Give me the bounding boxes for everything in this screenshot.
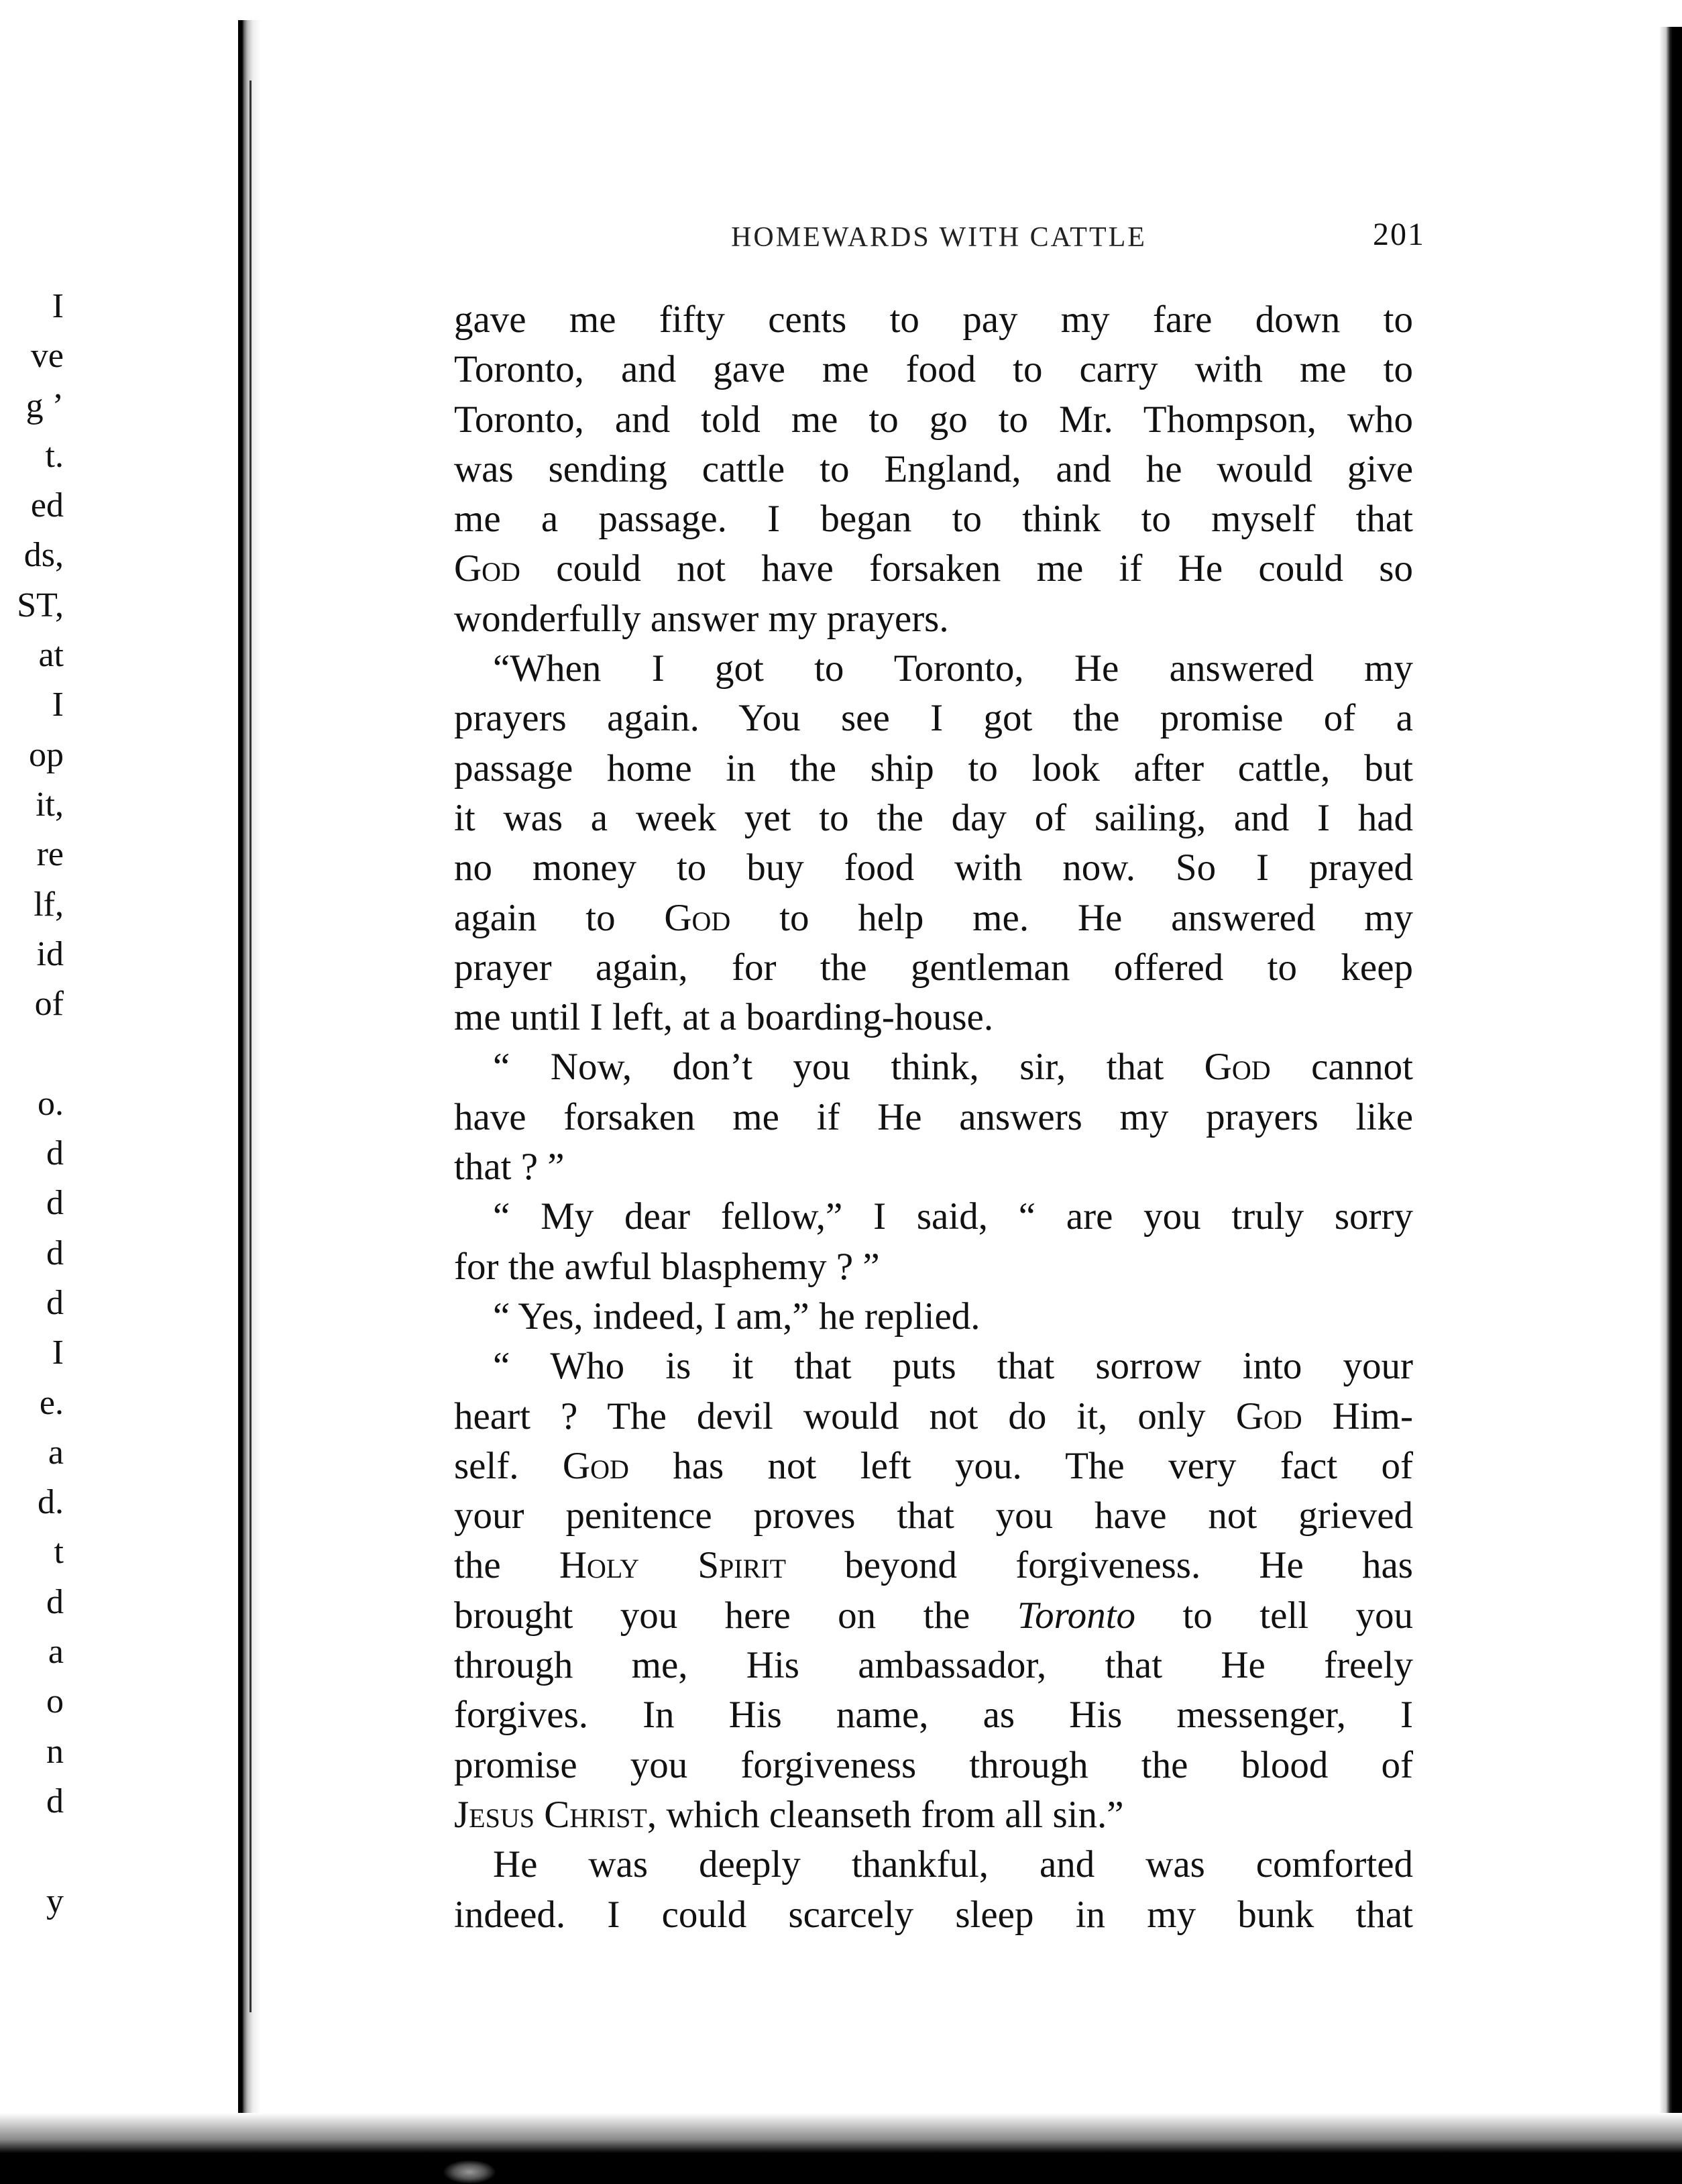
text-run: no money to buy food with now. So I prayed (454, 847, 1413, 889)
left-page-fragment: t (54, 1533, 64, 1572)
text-line (454, 345, 1413, 394)
left-page-fragment: d (46, 1283, 64, 1322)
text-run: forgives. In His name, as His messenger, I (454, 1694, 1413, 1737)
text-line (454, 1042, 1413, 1092)
book-gutter-line (249, 80, 251, 2012)
left-page-fragment: d. (38, 1483, 64, 1522)
left-page-fragment: o. (38, 1084, 64, 1123)
text-run: indeed. I could scarcely sleep in my bunk that (454, 1893, 1413, 1936)
text-run: have forsaken me if He answers my prayers like (454, 1095, 1413, 1138)
left-page-fragment: I (52, 1333, 64, 1372)
left-page-fragment: d (46, 1234, 64, 1272)
left-page-fragment: I (52, 287, 64, 325)
text-line (454, 445, 1413, 494)
text-line (454, 1840, 1413, 1890)
text-line (454, 644, 1413, 694)
left-page-fragment: d (46, 1134, 64, 1173)
text-line (454, 594, 1413, 644)
text-run: He was deeply thankful, and was comforted (493, 1843, 1413, 1886)
text-run: prayers again. You see I got the promise of a (454, 697, 1413, 740)
text-run: has not left you. The very fact of (628, 1444, 1413, 1487)
text-run: “When I got to Toronto, He answered my (493, 647, 1413, 690)
text-run: for the awful blasphemy ? ” (454, 1245, 880, 1288)
text-line (454, 1242, 1413, 1292)
text-run: was sending cattle to England, and he would give (454, 447, 1413, 490)
text-line (454, 1142, 1413, 1192)
text-line (454, 744, 1413, 794)
text-run: again to (454, 896, 665, 939)
running-head: HOMEWARDS WITH CATTLE (731, 222, 1147, 253)
scan-blot (443, 2160, 496, 2184)
text-line (454, 1342, 1413, 1391)
small-caps-run: God (562, 1444, 629, 1487)
left-page-fragment: ds, (23, 536, 64, 575)
text-line (454, 943, 1413, 993)
italic-run: Toronto (1017, 1594, 1136, 1637)
text-run: me a passage. I began to think to myself that (454, 498, 1413, 541)
text-line (454, 1741, 1413, 1790)
text-run: “ My dear fellow,” I said, “ are you truly sorry (493, 1195, 1413, 1238)
left-page-fragment: y (46, 1881, 64, 1920)
small-caps-run: God (1235, 1395, 1302, 1437)
text-run: promise you forgiveness through the blood of (454, 1743, 1413, 1786)
left-page-fragment: g ’ (25, 386, 64, 425)
text-run: “ Yes, indeed, I am,” he replied. (493, 1295, 980, 1337)
text-line (454, 295, 1413, 345)
text-run: brought you here on the (454, 1594, 1017, 1637)
text-run: passage home in the ship to look after cattle, but (454, 747, 1413, 789)
text-line (454, 893, 1413, 943)
text-run: it was a week yet to the day of sailing, and I had (454, 796, 1413, 839)
left-page-fragment: d (46, 1184, 64, 1223)
text-run: could not have forsaken me if He could so (520, 547, 1413, 590)
text-run: to tell you (1135, 1594, 1413, 1637)
left-page-fragment: lf, (34, 885, 64, 924)
text-run: your penitence proves that you have not grieved (454, 1494, 1413, 1537)
body-text (454, 295, 1413, 1940)
small-caps-run: God (664, 896, 731, 939)
left-page-fragment (0, 1029, 64, 1079)
small-caps-run: God (1204, 1046, 1271, 1089)
left-page-fragment: it, (36, 785, 64, 824)
text-line (454, 694, 1413, 743)
left-page-fragment: ve (30, 337, 64, 376)
text-line (454, 794, 1413, 843)
text-line (454, 494, 1413, 544)
text-run: through me, His ambassador, that He freely (454, 1644, 1413, 1687)
left-page-fragment: of (34, 985, 64, 1024)
left-page-fragment: o (46, 1682, 64, 1721)
text-run: the (454, 1544, 559, 1587)
text-run: heart ? The devil would not do it, only (454, 1395, 1236, 1437)
left-page-fragments (0, 282, 64, 1999)
left-page-fragment: re (36, 835, 64, 874)
text-run: Toronto, and told me to go to Mr. Thompson, who (454, 398, 1413, 441)
small-caps-run: Jesus Christ (454, 1793, 647, 1836)
text-run: to help me. He answered my (730, 896, 1413, 939)
left-page-fragment: n (46, 1732, 64, 1771)
text-run: prayer again, for the gentleman offered to keep (454, 946, 1413, 989)
page-right-edge (1659, 27, 1682, 2183)
left-page-fragment (0, 1826, 64, 1876)
text-line (454, 1192, 1413, 1242)
page-number: 201 (1373, 217, 1425, 252)
text-run: “ Now, don’t you think, sir, that (493, 1046, 1204, 1089)
text-line (454, 843, 1413, 893)
text-run: cannot (1270, 1046, 1414, 1089)
text-run: , which cleanseth from all sin.” (647, 1793, 1124, 1836)
text-run: wonderfully answer my prayers. (454, 597, 949, 640)
small-caps-run: Holy Spirit (559, 1544, 787, 1587)
left-page-fragment: I (52, 686, 64, 724)
text-line (454, 544, 1413, 594)
left-page-fragment: ed (30, 486, 64, 525)
text-line (454, 1591, 1413, 1641)
text-run: Toronto, and gave me food to carry with me to (454, 348, 1413, 391)
text-line (454, 1641, 1413, 1690)
text-line (454, 1093, 1413, 1142)
small-caps-run: God (454, 547, 520, 590)
left-page-fragment: a (48, 1433, 64, 1472)
left-page-fragment: d (46, 1582, 64, 1621)
text-run: that ? ” (454, 1146, 565, 1189)
text-run: Him- (1302, 1395, 1413, 1437)
text-line (454, 1441, 1413, 1491)
text-run: self. (454, 1444, 563, 1487)
text-line (454, 1690, 1413, 1740)
left-page-fragment: op (29, 735, 64, 774)
left-page-fragment: a (48, 1633, 64, 1672)
text-line (454, 1790, 1413, 1840)
left-page-fragment: at (38, 636, 64, 675)
text-run: “ Who is it that puts that sorrow into your (493, 1345, 1413, 1388)
text-line (454, 1541, 1413, 1590)
text-line (454, 1491, 1413, 1541)
text-line (454, 395, 1413, 445)
left-page-fragment: ST, (17, 586, 64, 624)
text-run: me until I left, at a boarding-house. (454, 996, 994, 1039)
text-run: gave me fifty cents to pay my fare down to (454, 298, 1413, 341)
text-run: beyond forgiveness. He has (786, 1544, 1413, 1587)
scan-bottom-border (0, 2113, 1682, 2184)
left-page-fragment: t. (45, 436, 64, 475)
left-page-fragment: id (36, 934, 64, 973)
text-line (454, 993, 1413, 1042)
left-page-fragment: d (46, 1782, 64, 1820)
text-line (454, 1890, 1413, 1940)
text-line (454, 1392, 1413, 1441)
text-line (454, 1292, 1413, 1342)
left-page-fragment: e. (39, 1383, 64, 1422)
